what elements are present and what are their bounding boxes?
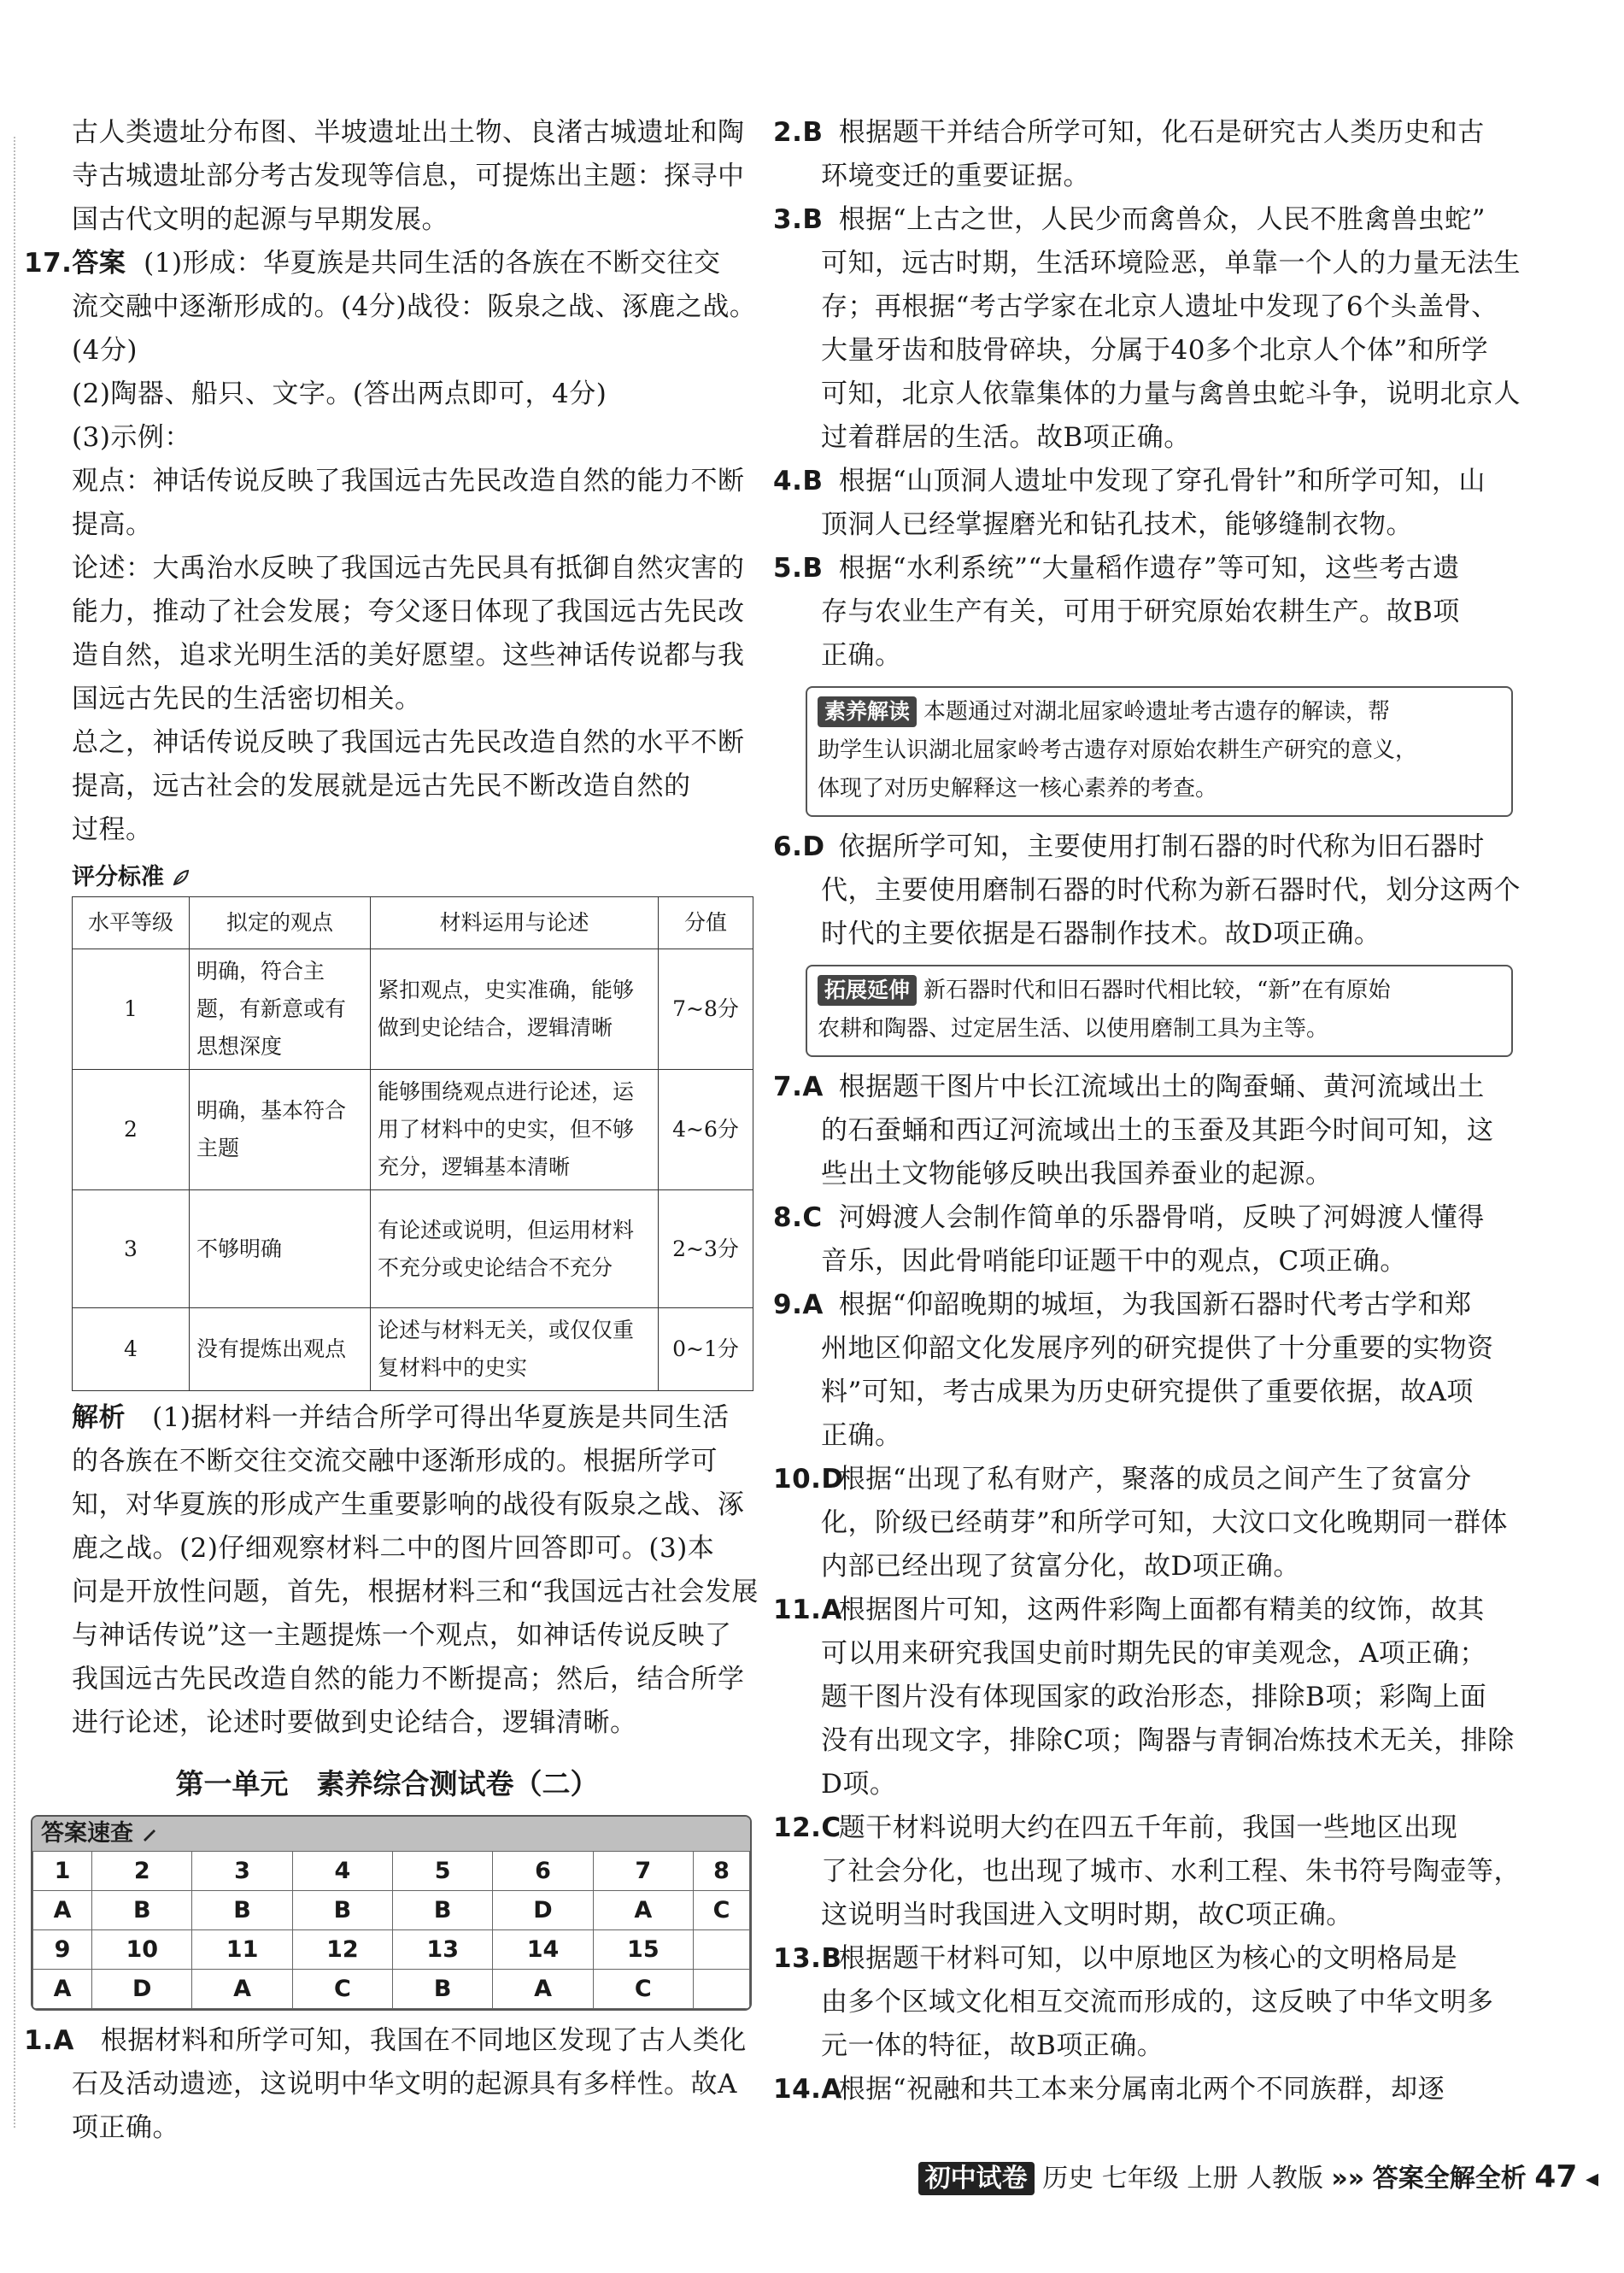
- q17-first-line: [24, 242, 750, 285]
- answer-number: 12: [292, 1930, 392, 1970]
- answer-first-line: [773, 547, 1504, 590]
- answer-choice: [693, 1970, 749, 2009]
- answer-number: 14: [493, 1930, 593, 1970]
- text-line: 州地区仰韶文化发展序列的研究提供了十分重要的实物资: [821, 1333, 1494, 1364]
- question-number: 3.B: [773, 204, 824, 235]
- text-line: 根据“祝融和共工本来分属南北两个不同族群，却逐: [838, 2074, 1445, 2105]
- text-line: 的石蚕蛹和西辽河流域出土的玉蚕及其距今时间可知，这: [821, 1115, 1494, 1146]
- table-cell: 明确，符合主题，有新意或有思想深度: [190, 949, 371, 1070]
- text-line: (1)形成：华夏族是共同生活的各族在不断交往交: [144, 248, 721, 279]
- text-line: 国远古先民的生活密切相关。: [72, 684, 422, 714]
- pen-icon: [141, 1827, 156, 1842]
- text-line: 存与农业生产有关，可用于研究原始农耕生产。故B项: [821, 596, 1460, 627]
- question-number: 17.: [24, 248, 73, 279]
- text-line: 时代的主要依据是石器制作技术。故D项正确。: [821, 919, 1381, 949]
- text-line: 可知，远古时期，生活环境险恶，单靠一个人的力量无法生: [821, 248, 1521, 279]
- note-line: 助学生认识湖北屈家岭考古遗存对原始农耕生产研究的意义，: [818, 737, 1418, 763]
- text-line: 古人类遗址分布图、半坡遗址出土物、良渚古城遗址和陶: [72, 117, 745, 148]
- answer-choice: A: [33, 1970, 92, 2009]
- text-line: 存；再根据“考古学家在北京人遗址中发现了6个头盖骨、: [821, 291, 1498, 322]
- text-line: 根据图片可知，这两件彩陶上面都有精美的纹饰，故其: [838, 1595, 1485, 1625]
- table-cell: 1: [73, 949, 190, 1070]
- table-header: 材料运用与论述: [371, 897, 659, 949]
- margin-dots: [14, 137, 17, 2128]
- answer-choice-row: [33, 1891, 750, 1930]
- text-line: 元一体的特征，故B项正确。: [821, 2030, 1164, 2061]
- text-line: 鹿之战。(2)仔细观察材料二中的图片回答即可。(3)本: [72, 1533, 715, 1564]
- text-line: (4分): [72, 335, 138, 366]
- table-cell: 能够围绕观点进行论述，运用了材料中的史实，但不够充分，逻辑基本清晰: [371, 1070, 659, 1190]
- table-cell: 2: [73, 1070, 190, 1190]
- text-line: 根据题干图片中长江流域出土的陶蚕蛹、黄河流域出土: [838, 1072, 1485, 1102]
- note-line: 体现了对历史解释这一核心素养的考查。: [818, 776, 1218, 802]
- text-line: (3)示例：: [72, 422, 191, 453]
- answer-number-row: [33, 1852, 750, 1891]
- answer-number: 2: [92, 1852, 192, 1891]
- text-line: 流交融中逐渐形成的。(4分)战役：阪泉之战、涿鹿之战。: [72, 291, 757, 322]
- table-row: [73, 949, 753, 1070]
- question-number: 6.D: [773, 831, 825, 862]
- question-number: 13.B: [773, 1943, 842, 1974]
- note-tag: 拓展延伸: [818, 975, 917, 1006]
- table-header: 分值: [659, 897, 753, 949]
- text-line: 正确。: [821, 1420, 902, 1451]
- answer-first-line: [773, 1937, 1504, 1981]
- table-cell: 不够明确: [190, 1190, 371, 1308]
- note-line: [818, 972, 1501, 1010]
- table-row: [73, 1190, 753, 1308]
- q17-answer: [24, 242, 757, 852]
- table-cell: 明确，基本符合主题: [190, 1070, 371, 1190]
- text-line: 代，主要使用磨制石器的时代称为新石器时代，划分这两个: [821, 875, 1521, 906]
- answer-number: 9: [33, 1930, 92, 1970]
- answer-first-line: [773, 1283, 1504, 1327]
- text-line: 寺古城遗址部分考古发现等信息，可提炼出主题：探寻中: [72, 161, 745, 191]
- table-header: 水平等级: [73, 897, 190, 949]
- answer-choice: A: [192, 1970, 292, 2009]
- answer-choice: A: [593, 1891, 693, 1930]
- page-number: 47: [1534, 2159, 1578, 2194]
- text-line: 正确。: [821, 640, 902, 671]
- text-line: 能力，推动了社会发展；夸父逐日体现了我国远古先民改: [72, 596, 745, 627]
- answer-number: 13: [393, 1930, 493, 1970]
- literacy-note-box: [806, 686, 1513, 817]
- grade: 七年级: [1101, 2164, 1179, 2194]
- text-line: 总之，神话传说反映了我国远古先民改造自然的水平不断: [72, 727, 745, 758]
- edition: 人教版: [1246, 2164, 1323, 2194]
- answer-number: 1: [33, 1852, 92, 1891]
- left-column: [24, 111, 759, 2150]
- table-cell: 4: [73, 1308, 190, 1391]
- scoring-table: [72, 896, 753, 1391]
- text-line: 顶洞人已经掌握磨光和钻孔技术，能够缝制衣物。: [821, 509, 1413, 540]
- text-line: 了社会分化，也出现了城市、水利工程、朱书符号陶壶等，: [821, 1856, 1521, 1887]
- text-line: 国古代文明的起源与早期发展。: [72, 204, 449, 235]
- text-line: 根据“出现了私有财产，聚落的成员之间产生了贫富分: [838, 1464, 1472, 1495]
- table-header-row: [73, 897, 753, 949]
- page-footer: [918, 2157, 1598, 2194]
- text-line: 根据题干材料可知，以中原地区为核心的文明格局是: [838, 1943, 1458, 1974]
- answer-choice: B: [292, 1891, 392, 1930]
- answer-choice: D: [493, 1891, 593, 1930]
- answer-choice: A: [33, 1891, 92, 1930]
- analysis: [24, 1396, 759, 1745]
- answer-first-line: [773, 1458, 1504, 1501]
- answer-number: 6: [493, 1852, 593, 1891]
- answer-number: 5: [393, 1852, 493, 1891]
- answer-choice: B: [393, 1970, 493, 2009]
- table-cell: 论述与材料无关，或仅仅重复材料中的史实: [371, 1308, 659, 1391]
- text-line: 可知，北京人依靠集体的力量与禽兽虫蛇斗争，说明北京人: [821, 379, 1521, 409]
- note-tag: 素养解读: [818, 696, 917, 727]
- text-line: 问是开放性问题，首先，根据材料三和“我国远古社会发展: [72, 1577, 759, 1607]
- analysis-first-line: [24, 1396, 750, 1440]
- answer-first-line: [773, 2068, 1504, 2111]
- answer-key-label: 答案速查: [41, 1820, 133, 1847]
- table-row: [73, 1070, 753, 1190]
- q1-first-line: [24, 2019, 750, 2063]
- table-cell: 7~8分: [659, 949, 753, 1070]
- table-row: [73, 1308, 753, 1391]
- answer-choice-row: [33, 1970, 750, 2009]
- answer-choice: C: [593, 1970, 693, 2009]
- table-cell: 紧扣观点，史实准确，能够做到史论结合，逻辑清晰: [371, 949, 659, 1070]
- answer-first-line: [773, 1196, 1504, 1240]
- text-line: 过着群居的生活。故B项正确。: [821, 422, 1191, 453]
- question-number: 2.B: [773, 117, 824, 148]
- table-cell: 4~6分: [659, 1070, 753, 1190]
- note-text: 新石器时代和旧石器时代相比较，“新”在有原始: [923, 978, 1391, 1003]
- page-marker-icon: ◂: [1585, 2164, 1598, 2194]
- answer-number: 8: [693, 1852, 749, 1891]
- answer-number: 10: [92, 1930, 192, 1970]
- answer-number-row: [33, 1930, 750, 1970]
- answer-number: [693, 1930, 749, 1970]
- text-line: 与神话传说”这一主题提炼一个观点，如神话传说反映了: [72, 1620, 732, 1651]
- right-column: [773, 111, 1521, 2111]
- answer-choice: B: [393, 1891, 493, 1930]
- intro-paragraph: [24, 111, 750, 242]
- answer-grid: [32, 1851, 750, 2009]
- question-number: 4.B: [773, 466, 824, 496]
- text-line: 根据“水利系统”“大量稻作遗存”等可知，这些考古遗: [838, 553, 1460, 584]
- answer-choice: D: [92, 1970, 192, 2009]
- question-number: 10.D: [773, 1464, 844, 1495]
- question-number: 14.A: [773, 2074, 842, 2105]
- text-line: 环境变迁的重要证据。: [821, 161, 1090, 191]
- text-line: 化，阶级已经萌芽”和所学可知，大汶口文化晚期同一群体: [821, 1507, 1508, 1538]
- table-cell: 有论述或说明，但运用材料不充分或史论结合不充分: [371, 1190, 659, 1308]
- text-line: 这说明当时我国进入文明时期，故C项正确。: [821, 1900, 1353, 1930]
- text-line: 过程。: [72, 814, 153, 845]
- answer-first-line: [773, 1589, 1504, 1632]
- brand-label: 初中试卷: [918, 2162, 1035, 2195]
- answer-choice: C: [693, 1891, 749, 1930]
- text-line: 内部已经出现了贫富分化，故D项正确。: [821, 1551, 1300, 1582]
- table-cell: 没有提炼出观点: [190, 1308, 371, 1391]
- answer-first-line: [773, 198, 1504, 242]
- answer-choice: A: [493, 1970, 593, 2009]
- question-number: 12.C: [773, 1812, 841, 1843]
- answer-first-line: [773, 460, 1504, 503]
- answer-first-line: [773, 111, 1504, 155]
- text-line: 根据题干并结合所学可知，化石是研究古人类历史和古: [838, 117, 1485, 148]
- answer-key: [31, 1815, 752, 2011]
- text-line: D项。: [821, 1769, 897, 1800]
- answer-number: 15: [593, 1930, 693, 1970]
- text-line: 提高，远古社会的发展就是远古先民不断改造自然的: [72, 771, 691, 802]
- text-line: 题干材料说明大约在四五千年前，我国一些地区出现: [838, 1812, 1458, 1843]
- text-line: 些出土文物能够反映出我国养蚕业的起源。: [821, 1159, 1333, 1189]
- table-cell: 0~1分: [659, 1308, 753, 1391]
- text-line: 根据“仰韶晚期的城垣，为我国新石器时代考古学和郑: [838, 1289, 1472, 1320]
- question-number: 9.A: [773, 1289, 824, 1320]
- text-line: 的各族在不断交往交流交融中逐渐形成的。根据所学可: [72, 1446, 718, 1477]
- answer-number: 11: [192, 1930, 292, 1970]
- text-line: 河姆渡人会制作简单的乐器骨哨，反映了河姆渡人懂得: [838, 1202, 1485, 1233]
- text-line: 音乐，因此骨哨能印证题干中的观点，C项正确。: [821, 1246, 1407, 1277]
- text-line: 知，对华夏族的形成产生重要影响的战役有阪泉之战、涿: [72, 1489, 745, 1520]
- note-text: 本题通过对湖北屈家岭遗址考古遗存的解读，帮: [923, 699, 1391, 725]
- answer-first-line: [773, 825, 1504, 869]
- text-line: 进行论述，论述时要做到史论结合，逻辑清晰。: [72, 1707, 637, 1738]
- answer-number: 3: [192, 1852, 292, 1891]
- question-number: 5.B: [773, 553, 824, 584]
- text-line: 我国远古先民改造自然的能力不断提高；然后，结合所学: [72, 1664, 745, 1694]
- text-line: 题干图片没有体现国家的政治形态，排除B项；彩陶上面: [821, 1682, 1487, 1712]
- question-number: 7.A: [773, 1072, 824, 1102]
- text-line: 石及活动遗迹，这说明中华文明的起源具有多样性。故A: [72, 2069, 737, 2100]
- answer-label: 答案: [72, 248, 126, 279]
- note-line: [818, 693, 1501, 731]
- question-number: 8.C: [773, 1202, 823, 1233]
- text-line: 大量牙齿和肢骨碎块，分属于40多个北京人个体”和所学: [821, 335, 1489, 366]
- volume: 上册: [1187, 2164, 1239, 2194]
- leaf-icon: [172, 868, 191, 887]
- table-cell: 2~3分: [659, 1190, 753, 1308]
- text-line: 可以用来研究我国史前时期先民的审美观念，A项正确；: [821, 1638, 1486, 1669]
- analysis-label: 解析: [72, 1402, 126, 1433]
- text-line: 由多个区域文化相互交流而形成的，这反映了中华文明多: [821, 1987, 1494, 2018]
- text-line: 根据“上古之世，人民少而禽兽众，人民不胜禽兽虫蛇”: [838, 204, 1486, 235]
- unit-title: 第一单元 素养综合测试卷（二）: [175, 1767, 599, 1800]
- text-line: (2)陶器、船只、文字。(答出两点即可，4分): [72, 379, 607, 409]
- text-line: 论述：大禹治水反映了我国远古先民具有抵御自然灾害的: [72, 553, 745, 584]
- table-header: 拟定的观点: [190, 897, 371, 949]
- text-line: 没有出现文字，排除C项；陶器与青铜冶炼技术无关，排除: [821, 1725, 1515, 1756]
- footer-title: 答案全解全析: [1372, 2164, 1527, 2194]
- text-line: (1)据材料一并结合所学可得出华夏族是共同生活: [152, 1402, 730, 1433]
- scoring-label-text: 评分标准: [72, 864, 164, 890]
- scoring-label: [24, 859, 750, 896]
- text-line: 根据材料和所学可知，我国在不同地区发现了古人类化: [100, 2025, 747, 2056]
- answer-key-header: [32, 1817, 750, 1851]
- question-number: 11.A: [773, 1595, 842, 1625]
- arrow-icon: »»: [1331, 2164, 1365, 2194]
- text-line: 观点：神话传说反映了我国远古先民改造自然的能力不断: [72, 466, 745, 496]
- q1-answer: [24, 2019, 750, 2150]
- answer-choice: C: [292, 1970, 392, 2009]
- answer-choice: B: [92, 1891, 192, 1930]
- answer-number: 7: [593, 1852, 693, 1891]
- text-line: 项正确。: [72, 2112, 179, 2143]
- table-cell: 3: [73, 1190, 190, 1308]
- text-line: 根据“山顶洞人遗址中发现了穿孔骨针”和所学可知，山: [838, 466, 1486, 496]
- note-line: 农耕和陶器、过定居生活、以使用磨制工具为主等。: [818, 1016, 1329, 1042]
- question-number: 1.A: [24, 2025, 74, 2056]
- answer-first-line: [773, 1066, 1504, 1109]
- text-line: 提高。: [72, 509, 153, 540]
- text-line: 造自然，追求光明生活的美好愿望。这些神话传说都与我: [72, 640, 745, 671]
- answer-choice: B: [192, 1891, 292, 1930]
- extension-note-box: [806, 965, 1513, 1057]
- text-line: 依据所学可知，主要使用打制石器的时代称为旧石器时: [838, 831, 1485, 862]
- answer-first-line: [773, 1806, 1504, 1850]
- answer-number: 4: [292, 1852, 392, 1891]
- subject: 历史: [1042, 2164, 1094, 2194]
- text-line: 料”可知，考古成果为历史研究提供了重要依据，故A项: [821, 1377, 1474, 1407]
